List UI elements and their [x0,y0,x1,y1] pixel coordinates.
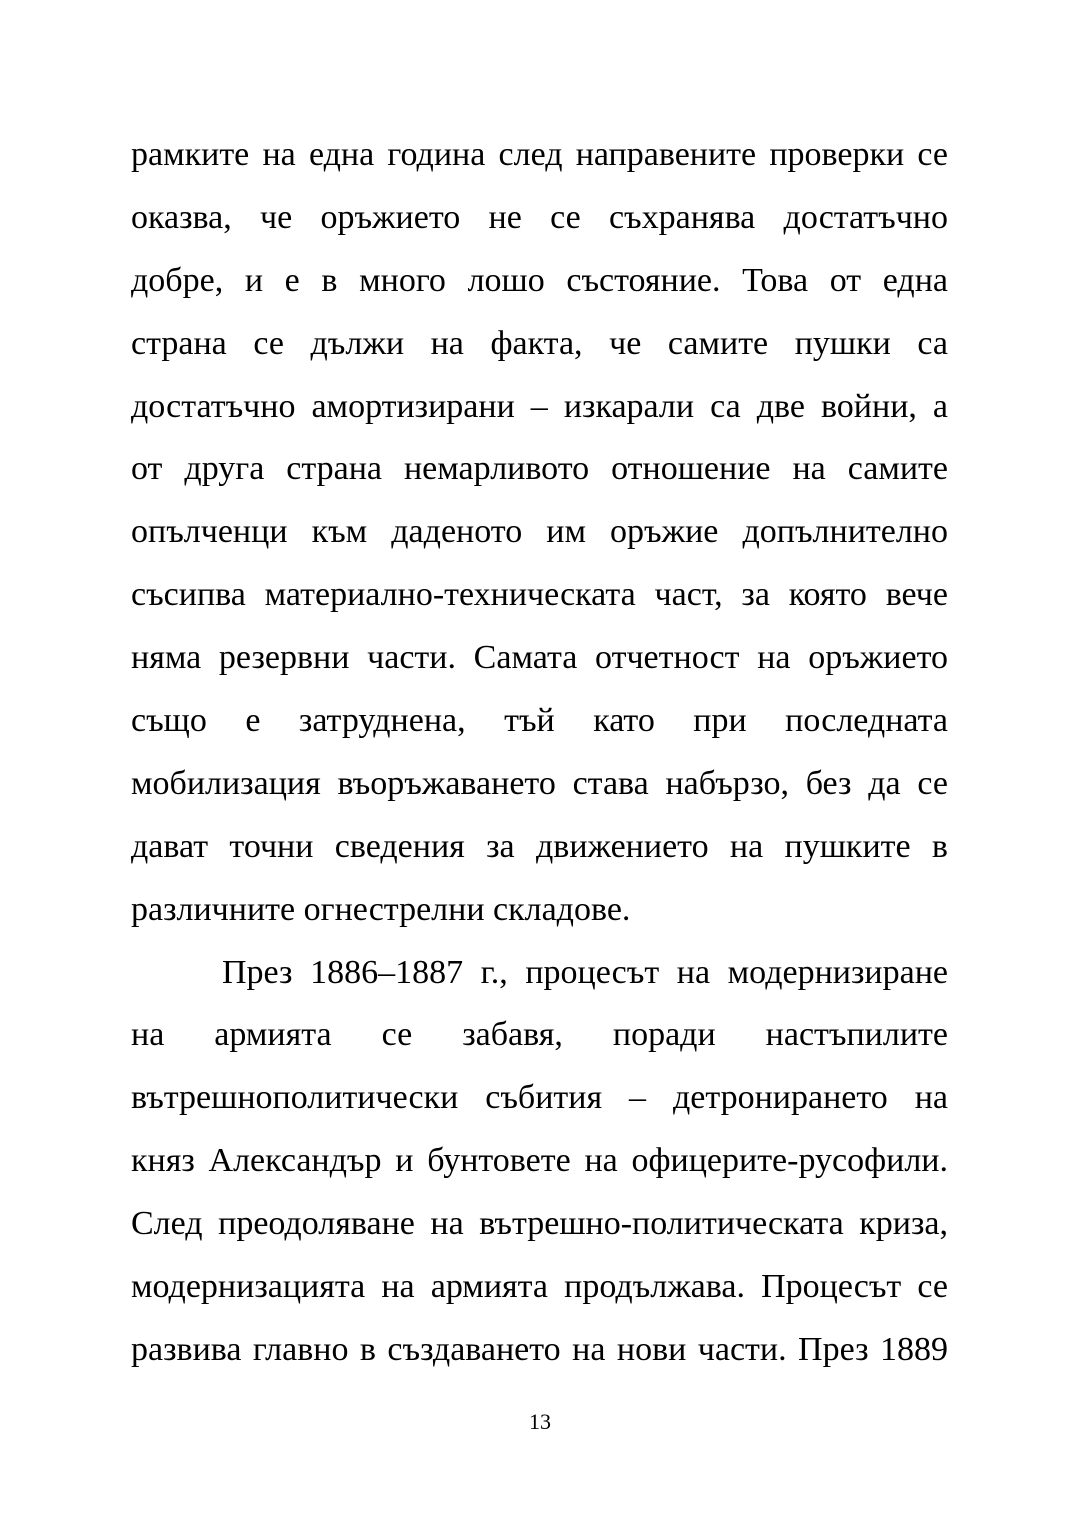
text-line: достатъчно амортизирани – изкарали са две войни, а [131,387,948,425]
text-line: съсипва материално-техническата част, за която вече [131,576,948,614]
text-line: добре, и е в много лошо състояние. Това от една [131,261,948,299]
page-number: 13 [529,1409,551,1434]
text-line: различните огнестрелни складове. [131,890,631,928]
text-line: няма резервни части. Самата отчетност на оръжието [131,639,948,677]
text-line: на армията се забавя, поради настъпилите [131,1016,948,1054]
paragraph-2 [131,942,948,1382]
paragraph-1 [131,124,948,942]
text-line: вътрешнополитически събития – детронирането на [131,1079,948,1117]
text-line: оказва, че оръжието не се съхранява достатъчно [131,198,948,236]
text-line: мобилизация въоръжаването става набързо, без да се [131,764,948,802]
text-line: дават точни сведения за движението на пушките в [131,827,948,865]
text-line: След преодоляване на вътрешно-политическата криза, [131,1205,948,1243]
text-line: също е затруднена, тъй като при последната [131,702,948,740]
text-line: През 1886–1887 г., процесът на модернизиране [222,953,948,991]
text-line: модернизацията на армията продължава. Процесът се [131,1268,948,1306]
text-line: страна се дължи на факта, че самите пушки са [131,324,948,362]
text-line: рамките на една година след направените проверки се [131,136,948,173]
text-line: опълченци към даденото им оръжие допълнително [131,513,948,551]
text-line: развива главно в създаването на нови части. През 1889 [131,1330,948,1368]
body-text [131,124,948,1382]
text-line: княз Александър и бунтовете на офицерите-русофили. [131,1142,948,1180]
text-line: от друга страна немарливото отношение на самите [131,450,948,488]
